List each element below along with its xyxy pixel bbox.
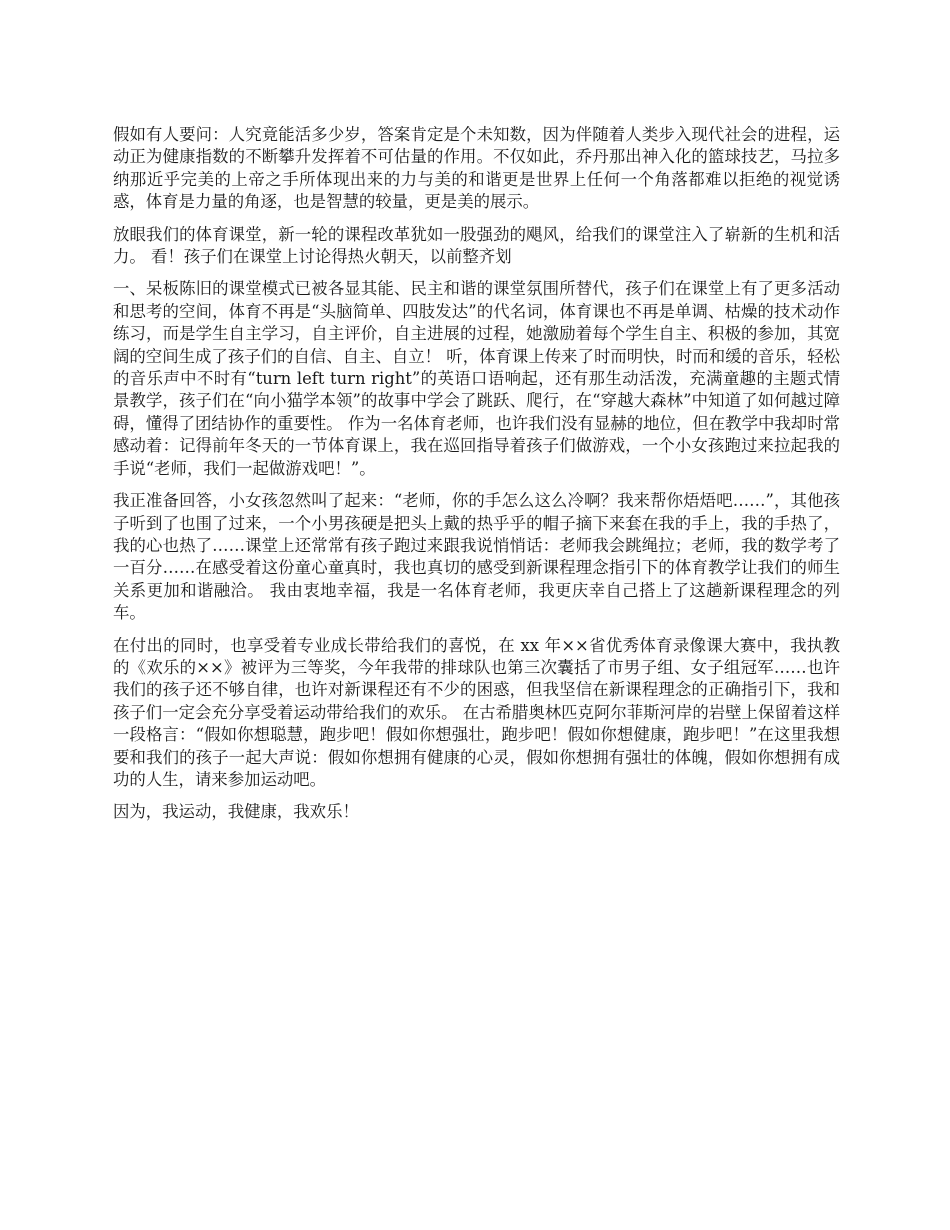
paragraph-2: 放眼我们的体育课堂，新一轮的课程改革犹如一股强劲的飓风，给我们的课堂注入了崭新的生机和活力。 看！孩子们在课堂上讨论得热火朝天，以前整齐划 — [113, 224, 840, 267]
paragraph-1: 假如有人要问：人究竟能活多少岁，答案肯定是个未知数，因为伴随着人类步入现代社会的进程，运动正为健康指数的不断攀升发挥着不可估量的作用。不仅如此，乔丹那出神入化的篮球技艺，马拉多纳那近乎完美的上帝之手所体现出来的力与美的和谐更是世界上任何一个角落都难以拒绝的视觉诱惑，体育是力量的角逐，也是智慧的较量，更是美的展示。 — [113, 125, 840, 212]
paragraph-5: 在付出的同时，也享受着专业成长带给我们的喜悦，在 xx 年××省优秀体育录像课大赛中，我执教的《欢乐的××》被评为三等奖，今年我带的排球队也第三次囊括了市男子组、女子组冠军……也许我们的孩子还不够自律，也许对新课程还有不少的困惑，但我坚信在新课程理念的正确指引下，我和孩子们一定会充分享受着运动带给我们的欢乐。 在古希腊奥林匹克阿尔菲斯河岸的岩壁上保留着这样一段格言：“假如你想聪慧，跑步吧！假如你想强壮，跑步吧！假如你想健康，跑步吧！”在这里我想要和我们的孩子一起大声说：假如你想拥有健康的心灵，假如你想拥有强壮的体魄，假如你想拥有成功的人生，请来参加运动吧。 — [113, 635, 840, 789]
paragraph-3: 一、呆板陈旧的课堂模式已被各显其能、民主和谐的课堂氛围所替代，孩子们在课堂上有了更多活动和思考的空间，体育不再是“头脑简单、四肢发达”的代名词，体育课也不再是单调、枯燥的技术动作练习，而是学生自主学习，自主评价，自主进展的过程，她激励着每个学生自主、积极的参加，其宽阔的空间生成了孩子们的自信、自主、自立！ 听，体育课上传来了时而明快，时而和缓的音乐，轻松的音乐声中不时有“turn left turn right”的英语口语响起，还有那生动活泼，充满童趣的主题式情景教学，孩子们在“向小猫学本领”的故事中学会了跳跃、爬行，在“穿越大森林”中知道了如何越过障碍，懂得了团结协作的重要性。 作为一名体育老师，也许我们没有显赫的地位，但在教学中我却时常感动着：记得前年冬天的一节体育课上，我在巡回指导着孩子们做游戏，一个小女孩跑过来拉起我的手说“老师，我们一起做游戏吧！”。 — [113, 279, 840, 478]
paragraph-6: 因为，我运动，我健康，我欢乐！ — [113, 802, 359, 822]
document-body — [113, 124, 840, 834]
paragraph-4: 我正准备回答，小女孩忽然叫了起来：“老师，你的手怎么这么冷啊？我来帮你焐焐吧……”，其他孩子听到了也围了过来，一个小男孩硬是把头上戴的热乎乎的帽子摘下来套在我的手上，我的手热了，我的心也热了……课堂上还常常有孩子跑过来跟我说悄悄话：老师我会跳绳拉；老师，我的数学考了一百分……在感受着这份童心童真时，我也真切的感受到新课程理念指引下的体育教学让我们的师生关系更加和谐融洽。 我由衷地幸福，我是一名体育老师，我更庆幸自己搭上了这趟新课程理念的列车。 — [113, 491, 840, 623]
